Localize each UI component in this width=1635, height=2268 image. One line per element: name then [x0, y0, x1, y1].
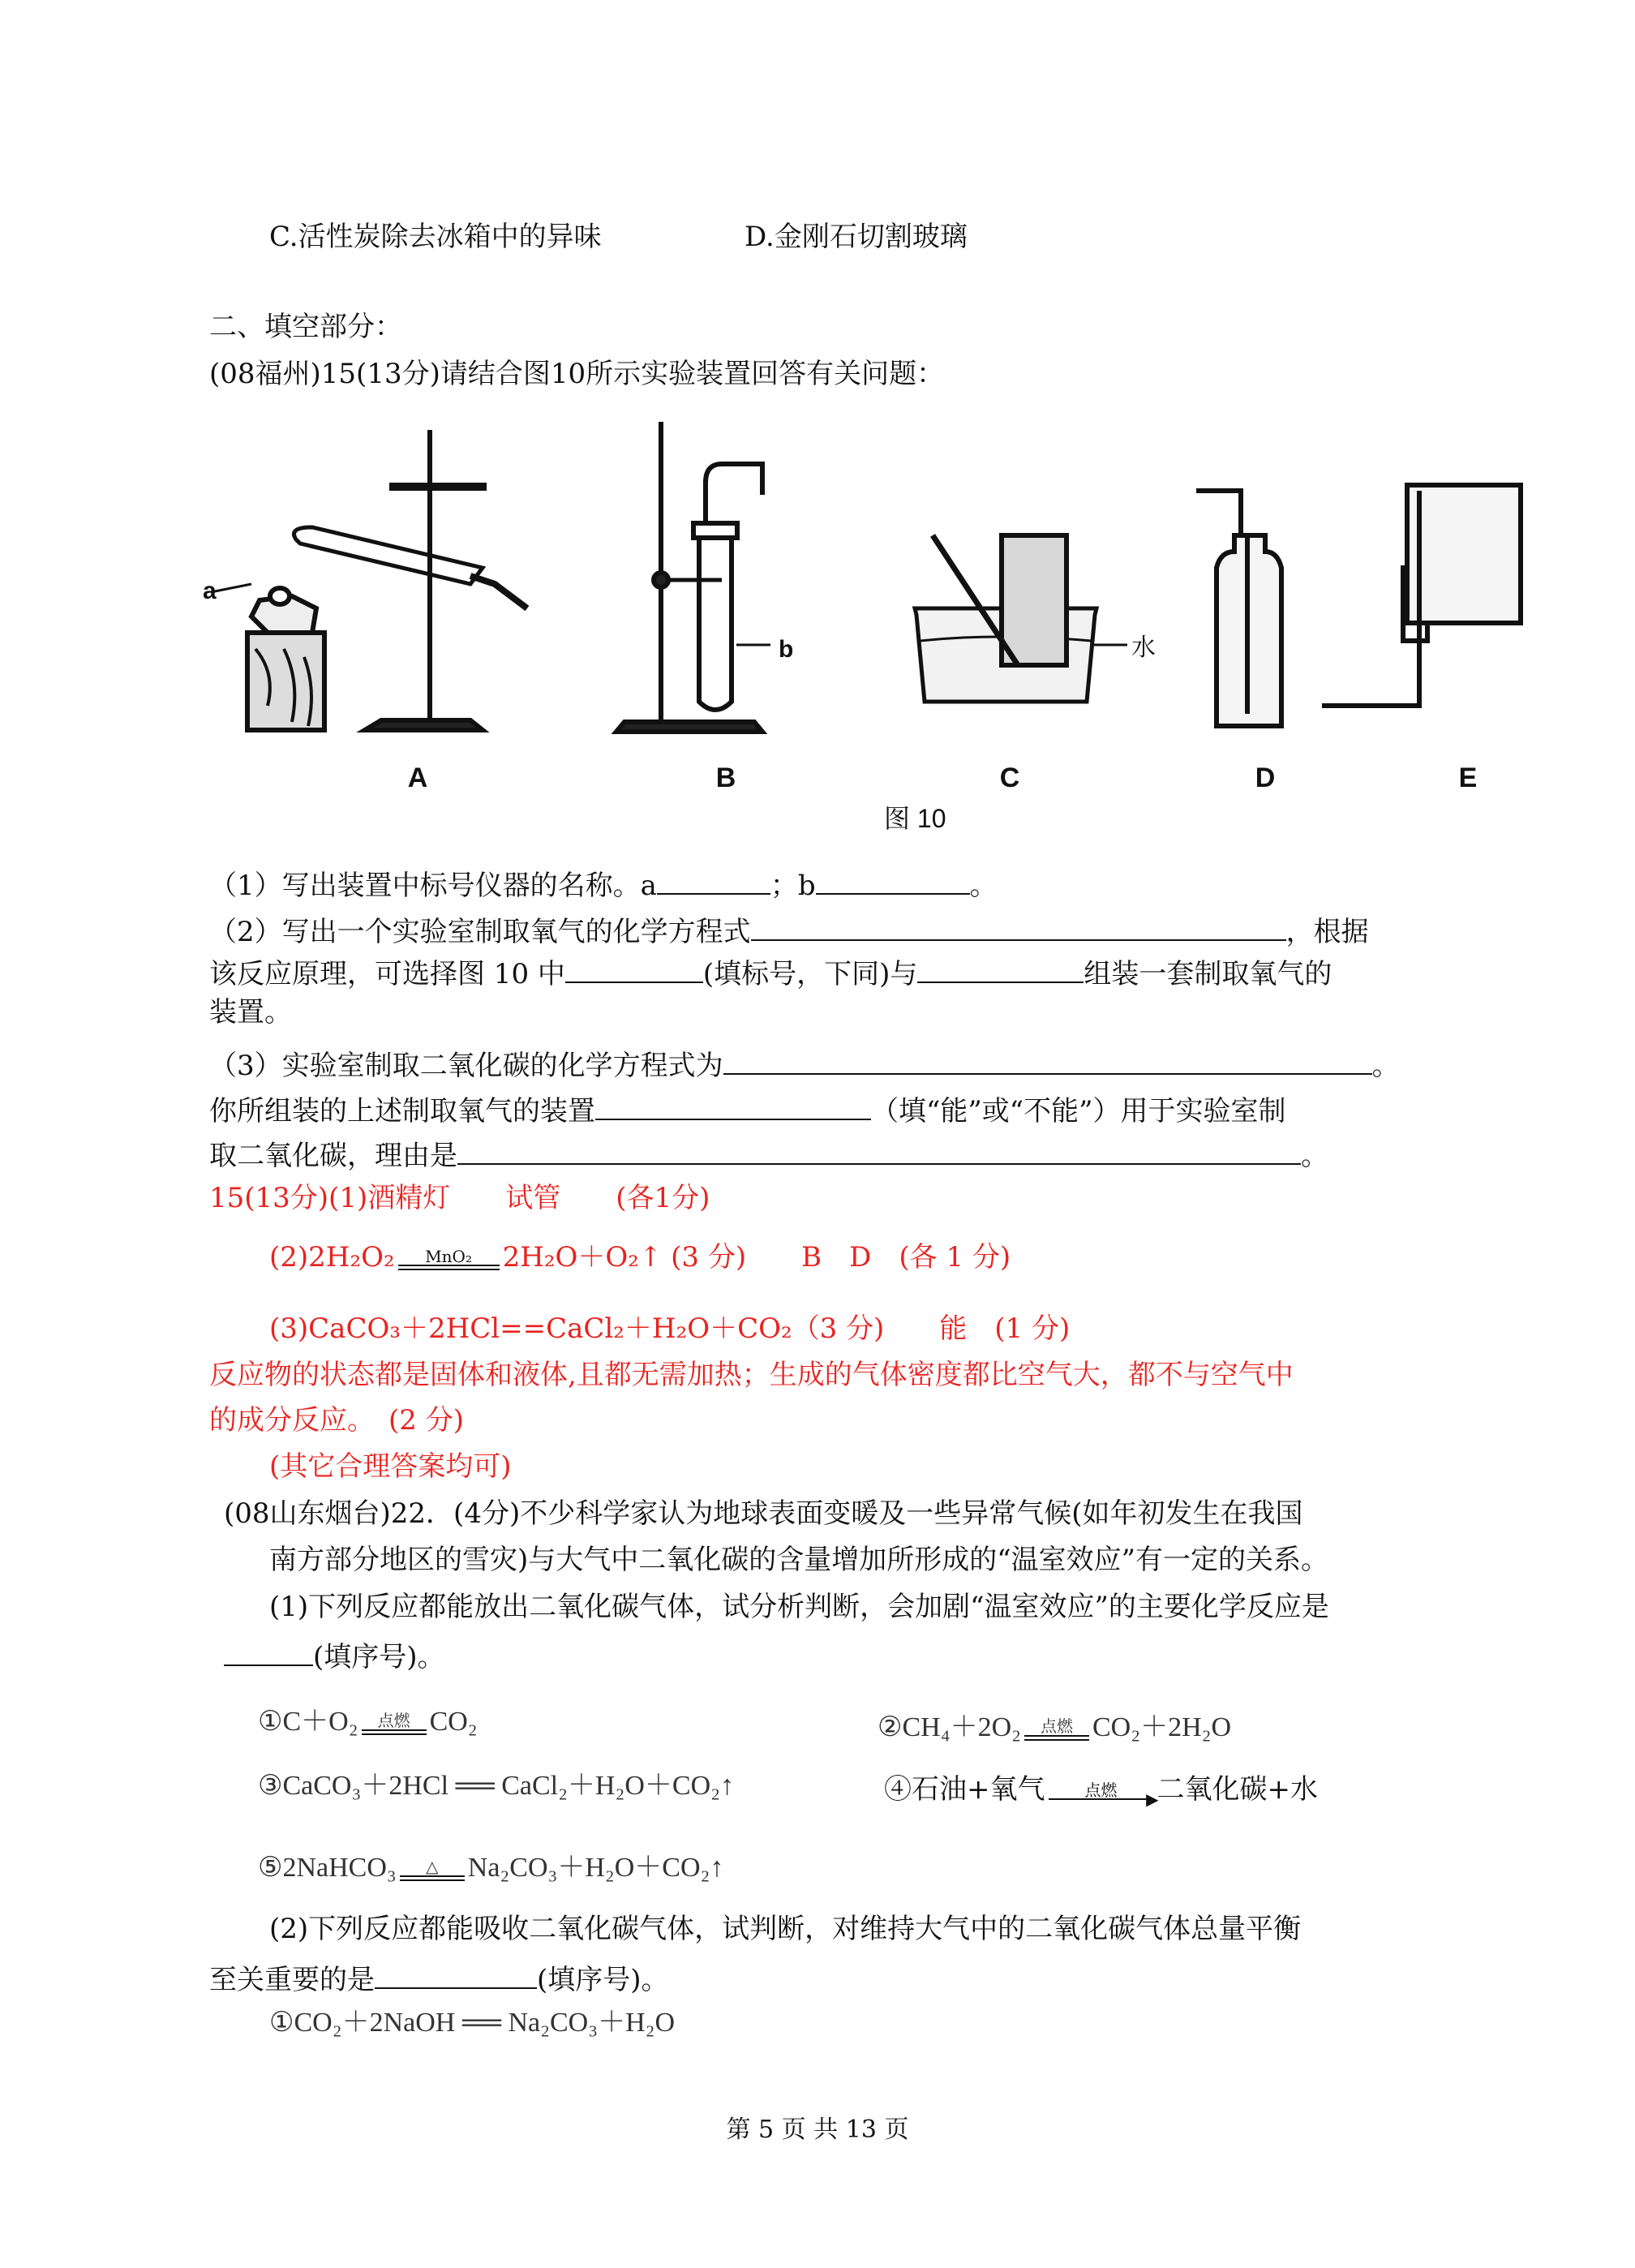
answer15-line2: [269, 1241, 1011, 1274]
q3-end: 。: [1371, 1050, 1400, 1082]
blank-device-2[interactable]: [917, 954, 1084, 983]
blank-device-1[interactable]: [565, 954, 703, 983]
eq1-condition: [362, 1713, 427, 1735]
answer15-line2-pre: (2)2H₂O₂: [269, 1241, 395, 1274]
equation-6: ①CO₂＋2NaOH ══ Na₂CO₃＋H₂O: [269, 2008, 676, 2038]
q22-p2-line2b: (填序号)。: [537, 1964, 669, 1996]
eq4-condition: [1049, 1780, 1159, 1809]
q3-line2a: 你所组装的上述制取氧气的装置: [209, 1095, 595, 1128]
equation-5: [258, 1852, 723, 1885]
q22-line2: 南方部分地区的雪灾)与大气中二氧化碳的含量增加所形成的“温室效应”有一定的关系。: [269, 1544, 1329, 1576]
answer15-line6: (其它合理答案均可): [269, 1450, 512, 1483]
eq5-pre: ⑤2NaHCO₃: [258, 1853, 397, 1883]
q1-text: （1）写出装置中标号仪器的名称。a: [209, 870, 657, 902]
q3-line2b: （填“能”或“不能”）用于实验室制: [871, 1095, 1286, 1128]
figure-10: [203, 414, 1541, 852]
equation-4: [884, 1773, 1318, 1809]
equation-3: ③CaCO₃＋2HCl ══ CaCl₂＋H₂O＋CO₂↑: [258, 1771, 734, 1801]
label-b: b: [779, 636, 794, 663]
mno2-label: MnO₂: [425, 1246, 472, 1266]
q22-p1-line2: [224, 1637, 445, 1674]
label-D: D: [1255, 762, 1276, 793]
q3-line3a: 取二氧化碳，理由是: [209, 1140, 457, 1172]
q15-part3-line3: [209, 1136, 1328, 1173]
eq4-cond-label: 点燃: [1084, 1780, 1118, 1800]
arrow-head-icon: ▶: [1146, 1789, 1159, 1809]
label-A: A: [407, 762, 428, 793]
equation-2: [878, 1712, 1231, 1745]
label-B: B: [715, 762, 736, 793]
label-E: E: [1458, 762, 1478, 793]
q22-p1-line1: (1)下列反应都能放出二氧化碳气体，试分析判断，会加剧“温室效应”的主要化学反应是: [269, 1591, 1329, 1623]
q1-end: 。: [969, 870, 998, 902]
q2-line2a: 该反应原理，可选择图 10 中: [209, 958, 565, 990]
eq2-pre: ②CH₄＋2O₂: [878, 1712, 1021, 1742]
option-d: D.金刚石切割玻璃: [745, 221, 968, 253]
answer15-line2-post: 2H₂O＋O₂↑ (3 分) B D (各 1 分): [502, 1241, 1011, 1274]
q3-text: （3）实验室制取二氧化碳的化学方程式为: [209, 1050, 723, 1082]
section-title: 二、填空部分：: [209, 311, 402, 343]
eq4-pre: ④石油+氧气: [884, 1773, 1045, 1806]
figure-caption: 图 10: [884, 804, 946, 833]
q15-part2-line3: 装置。: [209, 996, 292, 1029]
eq1-post: CO₂: [429, 1707, 478, 1737]
blank-can-or-not[interactable]: [595, 1091, 871, 1120]
answer15-line1: 15(13分)(1)酒精灯 试管 (各1分): [209, 1182, 710, 1214]
q15-intro: (08福州)15(13分)请结合图10所示实验装置回答有关问题：: [209, 358, 945, 390]
eq1-pre: ①C＋O₂: [258, 1707, 358, 1737]
blank-co2-equation[interactable]: [723, 1046, 1372, 1075]
q22-p2-line1: (2)下列反应都能吸收二氧化碳气体，试判断，对维持大气中的二氧化碳气体总量平衡: [269, 1913, 1302, 1945]
q15-part2-line2: [209, 954, 1332, 991]
blank-q22-2[interactable]: [375, 1960, 537, 1989]
eq5-cond-label: △: [426, 1858, 439, 1876]
q1-mid: ；b: [770, 870, 816, 902]
answer15-line5: 的成分反应。 (2 分): [209, 1404, 464, 1437]
eq2-cond-label: 点燃: [1040, 1717, 1073, 1736]
mno2-condition: [398, 1248, 500, 1270]
q2-end: ，根据: [1285, 916, 1369, 948]
label-water: 水: [1131, 634, 1156, 661]
blank-q22-1[interactable]: [224, 1637, 313, 1666]
eq5-condition: [400, 1859, 465, 1881]
label-C: C: [999, 762, 1020, 793]
q15-part3-line2: [209, 1091, 1286, 1128]
equation-1: [258, 1706, 478, 1739]
option-c: C.活性炭除去冰箱中的异味: [269, 221, 602, 253]
blank-a[interactable]: [657, 866, 770, 895]
q22-line1: (08山东烟台)22．(4分)不少科学家认为地球表面变暖及一些异常气候(如年初发生在我国: [224, 1497, 1303, 1530]
q22-p1-line2-text: (填序号)。: [313, 1641, 445, 1673]
q22-p2-line2: [209, 1960, 669, 1997]
eq4-post: 二氧化碳+水: [1157, 1773, 1318, 1806]
answer15-line4: 反应物的状态都是固体和液体,且都无需加热；生成的气体密度都比空气大，都不与空气中: [209, 1359, 1294, 1391]
q2-line2b: (填标号，下同)与: [702, 958, 918, 990]
q3-line3b: 。: [1301, 1140, 1328, 1172]
q22-p2-line2a: 至关重要的是: [209, 1964, 375, 1996]
answer15-line3: (3)CaCO₃＋2HCl==CaCl₂＋H₂O＋CO₂（3 分) 能 (1 分): [269, 1312, 1071, 1345]
eq2-post: CO₂＋2H₂O: [1092, 1712, 1232, 1742]
blank-o2-equation[interactable]: [751, 912, 1286, 941]
eq5-post: Na₂CO₃＋H₂O＋CO₂↑: [467, 1853, 724, 1883]
q2-line2c: 组装一套制取氧气的: [1084, 958, 1332, 990]
blank-reason[interactable]: [457, 1136, 1301, 1165]
q15-part3-line1: [209, 1046, 1400, 1083]
eq1-cond-label: 点燃: [377, 1712, 410, 1730]
blank-b[interactable]: [816, 866, 970, 895]
label-a: a: [203, 578, 217, 604]
eq2-condition: [1024, 1719, 1089, 1741]
page-footer: 第 5 页 共 13 页: [726, 2116, 909, 2144]
q15-part1: [209, 866, 998, 903]
q15-part2-line1: [209, 912, 1369, 949]
q2-text: （2）写出一个实验室制取氧气的化学方程式: [209, 916, 751, 948]
